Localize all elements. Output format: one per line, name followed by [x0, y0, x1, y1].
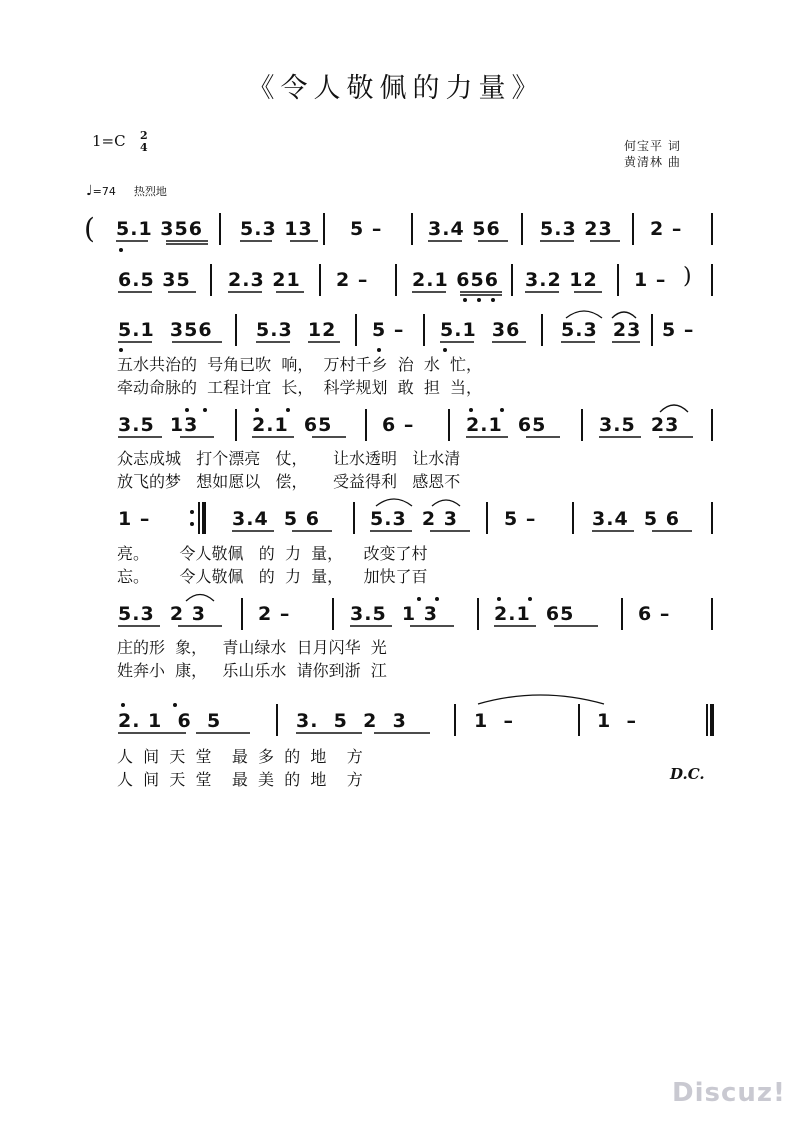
measure: 2.1 656: [412, 269, 499, 291]
lower-octave-dot: [119, 248, 123, 252]
upper-octave-dot: [435, 597, 439, 601]
upper-octave-dot: [121, 703, 125, 707]
measure: 1 –: [118, 508, 151, 530]
lower-octave-dot: [491, 298, 495, 302]
lyrics-verse-1: 五水共治的 号角已吹 响， 万村千乡 治 水 忙，: [117, 355, 483, 374]
lower-octave-dot: [377, 348, 381, 352]
lower-octave-dot: [463, 298, 467, 302]
measure: 5.3 13: [240, 218, 313, 240]
close-paren: ): [683, 264, 692, 289]
repeat-dot: [190, 510, 194, 514]
lyrics-verse-2: 姓奔小 康， 乐山乐水 请你到浙 江: [117, 661, 387, 680]
upper-octave-dot: [286, 408, 290, 412]
quarter-note-icon: ♩: [86, 183, 93, 199]
measure: 1 –: [597, 710, 637, 732]
repeat-dot: [190, 522, 194, 526]
upper-octave-dot: [203, 408, 207, 412]
lower-octave-dot: [443, 348, 447, 352]
tempo-style: 热烈地: [133, 185, 167, 198]
measure: 3.4 5 6: [232, 508, 320, 530]
measure: 5.3 2 3: [370, 508, 458, 530]
measure: 5.1 36: [440, 319, 521, 341]
measure: 2.1 65: [466, 414, 547, 436]
measure: 2.1 65: [494, 603, 575, 625]
slur: [186, 595, 214, 602]
lyrics-verse-2: 人 间 天 堂 最 美 的 地 方: [117, 770, 363, 789]
upper-octave-dot: [417, 597, 421, 601]
measure: 6.5 35: [118, 269, 191, 291]
measure: 3.2 12: [525, 269, 598, 291]
upper-octave-dot: [497, 597, 501, 601]
lyrics-verse-1: 庄的形 象， 青山绿水 日月闪华 光: [117, 638, 387, 657]
measure: 2 –: [336, 269, 369, 291]
upper-octave-dot: [255, 408, 259, 412]
slur: [432, 500, 460, 506]
key-signature: 1=C: [92, 132, 126, 150]
slur: [478, 695, 604, 704]
time-signature-top: 2: [140, 129, 148, 142]
measure: 2 –: [650, 218, 683, 240]
measure: 1 –: [474, 710, 514, 732]
slur: [376, 499, 412, 506]
slur: [660, 405, 688, 412]
lyrics-verse-2: 放飞的梦 想如愿以 偿， 受益得利 感恩不: [117, 472, 461, 491]
upper-octave-dot: [528, 597, 532, 601]
measure: 5.3 23: [540, 218, 613, 240]
measure: 2. 1 6 5: [118, 710, 222, 732]
upper-octave-dot: [185, 408, 189, 412]
watermark-logo: Discuz!: [672, 1078, 786, 1108]
measure: 6 –: [382, 414, 415, 436]
upper-octave-dot: [173, 703, 177, 707]
measure: 3. 5 2 3: [296, 710, 407, 732]
upper-octave-dot: [469, 408, 473, 412]
measure: 1 –: [634, 269, 667, 291]
measure: 3.4 5 6: [592, 508, 680, 530]
measure: 3.5 1 3: [350, 603, 438, 625]
lyrics-verse-2: 牵动命脉的 工程计宜 长， 科学规划 敢 担 当，: [117, 378, 483, 397]
measure: 3.5 23: [599, 414, 680, 436]
measure: 5 –: [662, 319, 695, 341]
lower-octave-dot: [477, 298, 481, 302]
measure: 5 –: [504, 508, 537, 530]
measure: 5 –: [350, 218, 383, 240]
measure: 5.3 12: [256, 319, 337, 341]
composer: 黄清林 曲: [624, 155, 681, 169]
open-paren: (: [84, 212, 95, 245]
measure: 2.3 21: [228, 269, 301, 291]
lyrics-verse-2: 忘。 令人敬佩 的 力 量， 加快了百: [117, 567, 428, 586]
measure: 5.1 356: [116, 218, 203, 240]
measure: 5.1 356: [118, 319, 213, 341]
measure: 2 –: [258, 603, 291, 625]
da-capo-mark: D.C.: [670, 765, 705, 783]
upper-octave-dot: [500, 408, 504, 412]
measure: 3.5 13: [118, 414, 199, 436]
lyricist: 何宝平 词: [624, 139, 681, 153]
measure: 5 –: [372, 319, 405, 341]
slur: [612, 312, 636, 318]
measure: 5.3 2 3: [118, 603, 206, 625]
time-signature-bottom: 4: [140, 141, 148, 154]
tempo-value: =74: [92, 185, 116, 198]
song-title: 《令人敬佩的力量》: [247, 73, 545, 104]
measure: 3.4 56: [428, 218, 501, 240]
lyrics-verse-1: 人 间 天 堂 最 多 的 地 方: [117, 747, 363, 766]
lyrics-verse-1: 众志成城 打个漂亮 仗， 让水透明 让水清: [117, 449, 461, 468]
measure: 6 –: [638, 603, 671, 625]
lyrics-verse-1: 亮。 令人敬佩 的 力 量， 改变了村: [117, 544, 428, 563]
lower-octave-dot: [119, 348, 123, 352]
measure: 2.1 65: [252, 414, 333, 436]
measure: 5.3 23: [561, 319, 642, 341]
slur: [566, 311, 602, 318]
